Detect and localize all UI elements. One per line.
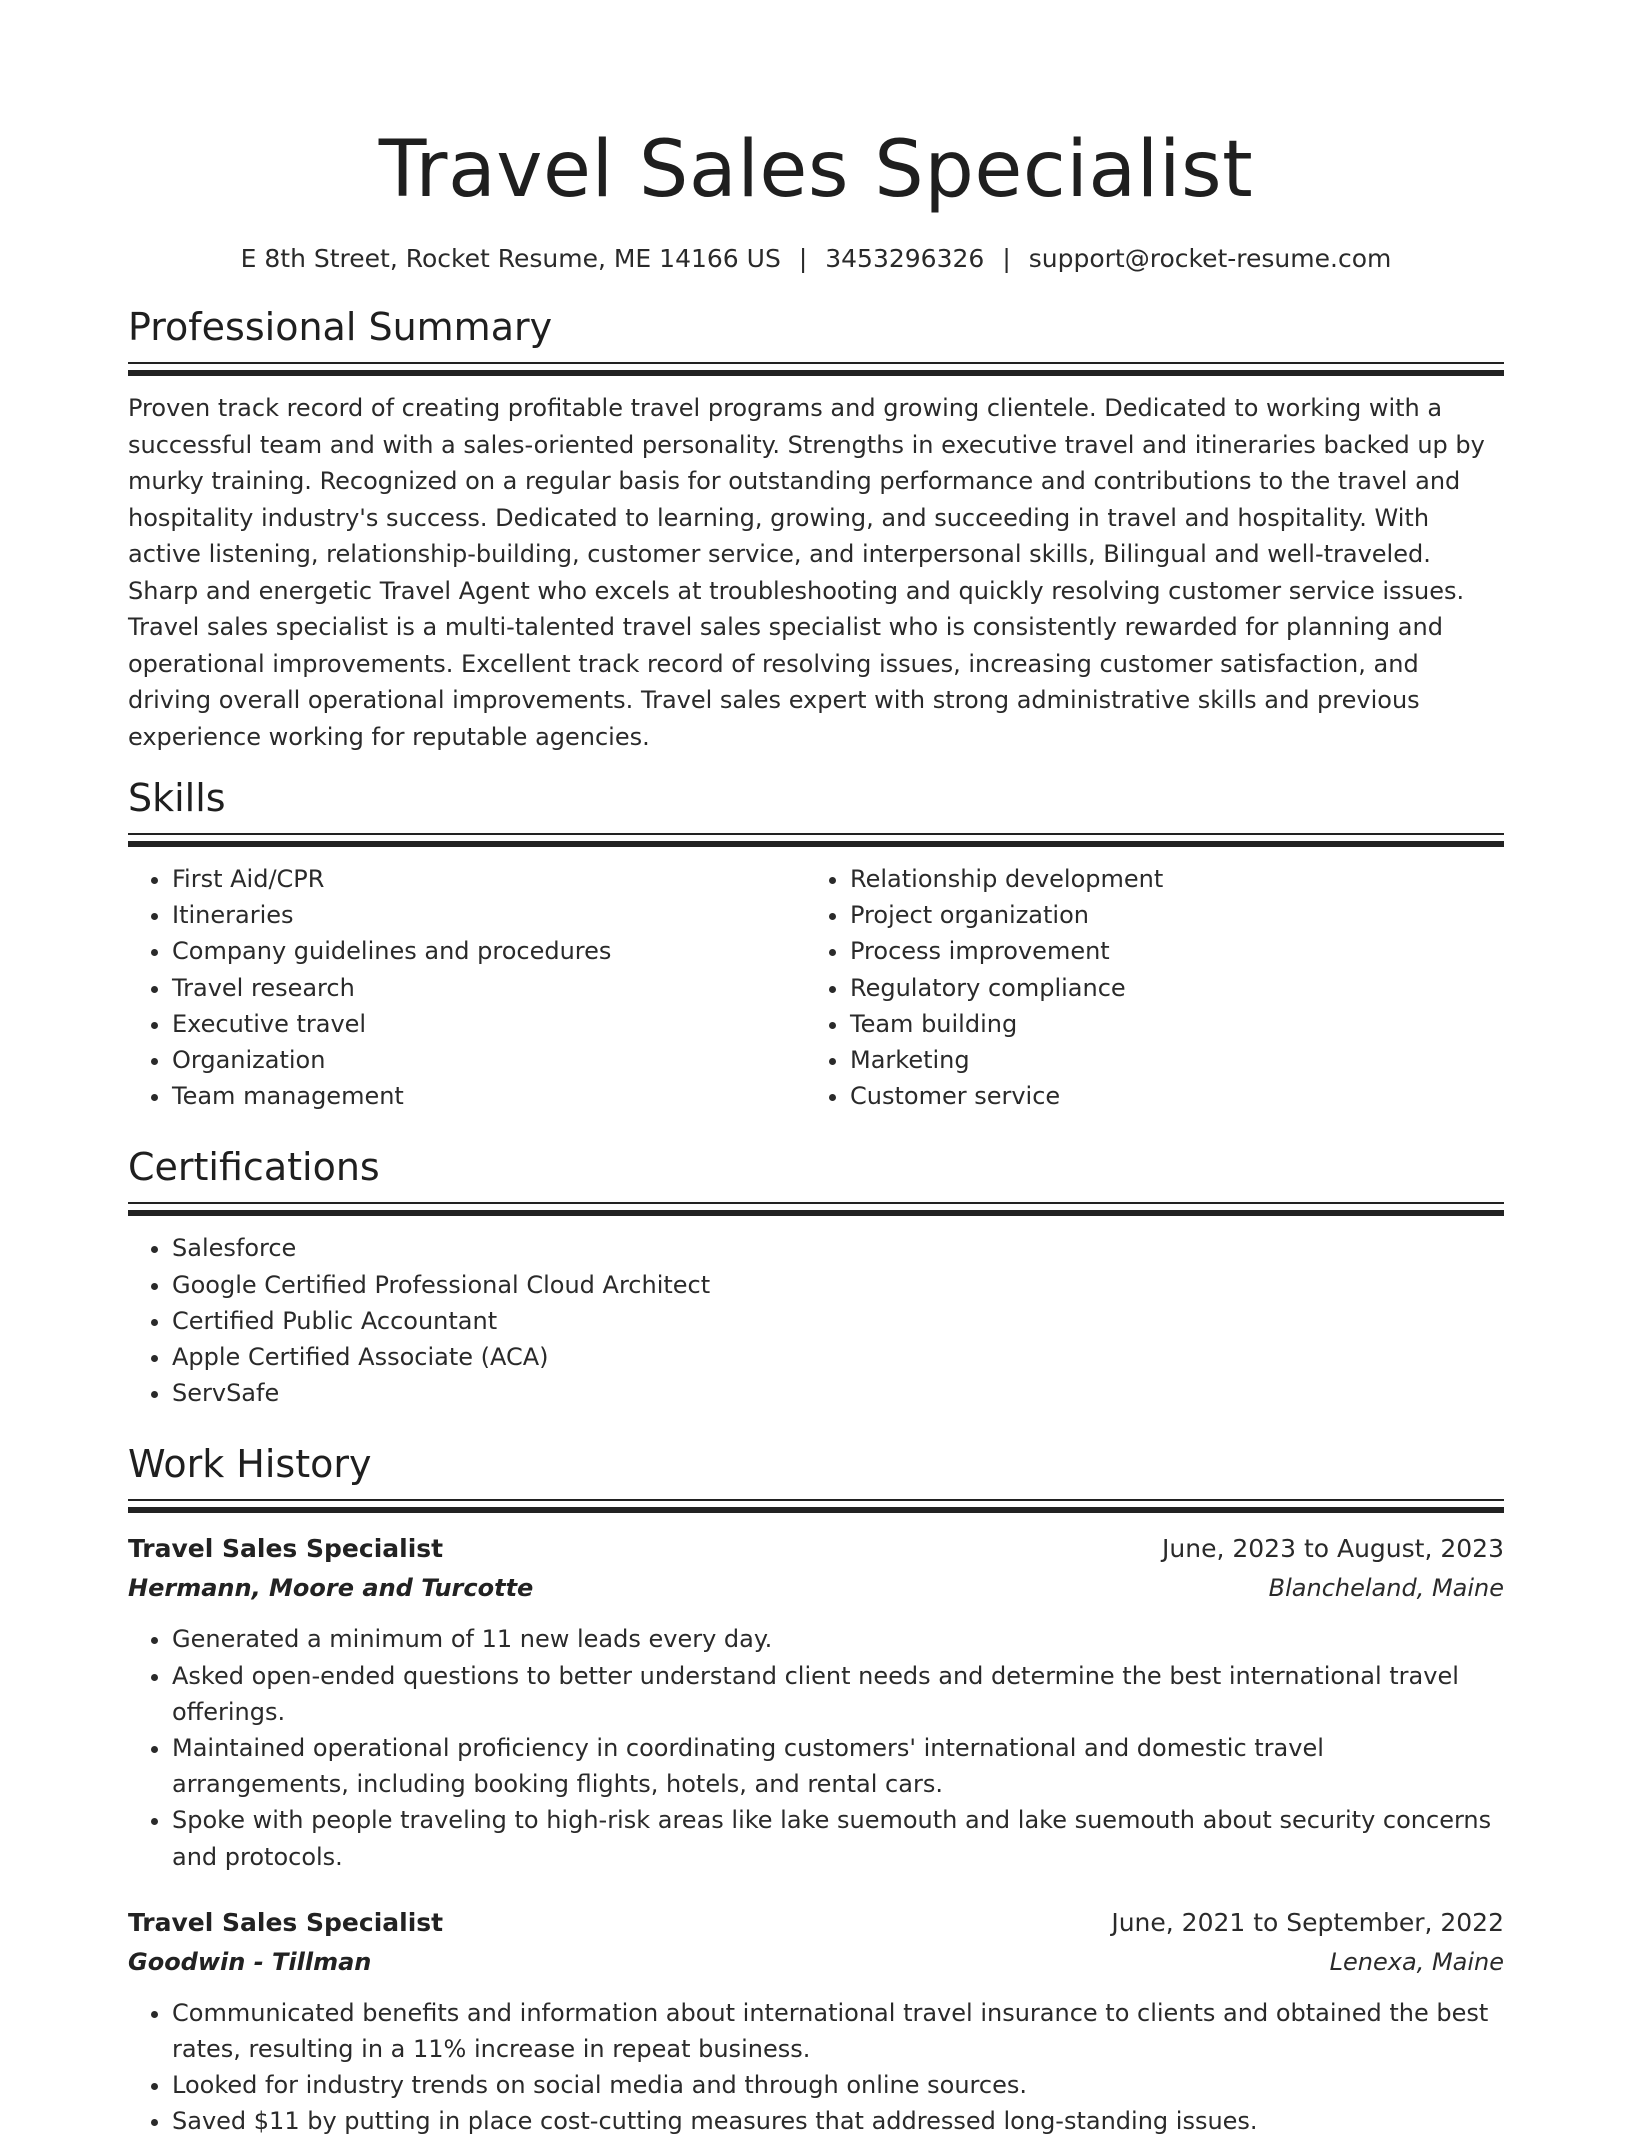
job-location: Blancheland, Maine (1268, 1574, 1504, 1603)
section-divider-thick (128, 1210, 1504, 1216)
job-entry (128, 1529, 1504, 1874)
skill-item: • First Aid/CPR (172, 861, 806, 897)
job-entry (128, 1903, 1504, 2140)
contact-email[interactable]: support@rocket-resume.com (1028, 244, 1392, 273)
skill-item: • Relationship development (850, 861, 1484, 897)
skill-item: • Project organization (850, 897, 1484, 933)
job-location: Lenexa, Maine (1329, 1947, 1504, 1976)
summary-text: Proven track record of creating profitable travel programs and growing clientele. Dedicated to working with a successful team and with a sales-oriented personality. Strengths in executive travel and itineraries backed up by murky training. Recognized on a regular basis for outstanding performance and contributions to the travel and hospitality industry's success. Dedicated to learning, growing, and succeeding in travel and hospitality. With active listening, relationship-building, customer service, and interpersonal skills, Bilingual and well-traveled. Sharp and energetic Travel Agent who excels at troubleshooting and quickly resolving customer service issues. Travel sales specialist is a multi-talented travel sales specialist who is consistently rewarded for planning and operational improvements. Excellent track record of resolving issues, increasing customer satisfaction, and driving overall operational improvements. Travel sales expert with strong administrative skills and previous experience working for reputable agencies. (128, 394, 1485, 751)
section-divider (128, 1499, 1504, 1501)
skill-item: • Customer service (850, 1078, 1484, 1114)
skill-item: • Team management (172, 1078, 806, 1114)
work-history-section (128, 1439, 1504, 2139)
skill-item: • Regulatory compliance (850, 970, 1484, 1006)
skills-list-right (806, 861, 1484, 1114)
job-title: Travel Sales Specialist (128, 1907, 444, 1937)
job-bullets (128, 1621, 1504, 1874)
skill-item: • Company guidelines and procedures (172, 933, 806, 969)
job-company: Goodwin - Tillman (128, 1947, 372, 1976)
section-divider-thick (128, 841, 1504, 847)
job-subheader-row (128, 1569, 1504, 1607)
section-divider (128, 1202, 1504, 1204)
certifications-section (128, 1142, 1504, 1411)
job-bullet: • Asked open-ended questions to better understand client needs and determine the best international travel offerings. (172, 1658, 1504, 1730)
skills-column-left (128, 861, 806, 1114)
job-header-row (128, 1529, 1504, 1569)
skill-item: • Travel research (172, 970, 806, 1006)
job-bullet: • Maintained operational proficiency in coordinating customers' international and domestic travel arrangements, including booking flights, hotels, and rental cars. (172, 1730, 1504, 1802)
skill-item: • Marketing (850, 1042, 1484, 1078)
skill-item: • Organization (172, 1042, 806, 1078)
job-bullet: • Spoke with people traveling to high-risk areas like lake suemouth and lake suemouth about security concerns and protocols. (172, 1802, 1504, 1874)
contact-separator: | (1002, 244, 1011, 273)
certification-item: • Salesforce (172, 1230, 1504, 1266)
section-title-skills: Skills (128, 776, 226, 820)
job-dates: June, 2023 to August, 2023 (1162, 1534, 1504, 1564)
skills-column-right (806, 861, 1484, 1114)
job-bullets (128, 1995, 1504, 2140)
section-title-work-history: Work History (128, 1442, 372, 1487)
section-title-summary: Professional Summary (128, 305, 553, 349)
job-bullet: • Communicated benefits and information about international travel insurance to clients and obtained the best rates, resulting in a 11% increase in repeat business. (172, 1995, 1504, 2067)
section-title-certifications: Certifications (128, 1145, 380, 1190)
skill-item: • Executive travel (172, 1006, 806, 1042)
resume-page (128, 118, 1504, 2140)
resume-name: Travel Sales Specialist (378, 125, 1254, 215)
job-bullet: • Saved $11 by putting in place cost-cutting measures that addressed long-standing issues. (172, 2103, 1504, 2139)
contact-phone: 3453296326 (825, 244, 985, 273)
section-divider (128, 833, 1504, 835)
certification-item: • Certified Public Accountant (172, 1303, 1504, 1339)
section-divider-thick (128, 1507, 1504, 1513)
job-bullet: • Looked for industry trends on social media and through online sources. (172, 2067, 1504, 2103)
skills-grid (128, 861, 1504, 1114)
skills-section (128, 773, 1504, 1114)
section-divider (128, 362, 1504, 364)
contact-line (128, 242, 1504, 276)
job-title: Travel Sales Specialist (128, 1534, 444, 1564)
certification-item: • Google Certified Professional Cloud Architect (172, 1267, 1504, 1303)
job-subheader-row (128, 1943, 1504, 1981)
skills-list-left (128, 861, 806, 1114)
certification-item: • ServSafe (172, 1375, 1504, 1411)
job-company: Hermann, Moore and Turcotte (128, 1574, 534, 1603)
summary-section (128, 302, 1504, 755)
certification-item: • Apple Certified Associate (ACA) (172, 1339, 1504, 1375)
contact-separator: | (798, 244, 808, 273)
section-divider-thick (128, 370, 1504, 376)
job-header-row (128, 1903, 1504, 1943)
certifications-list (128, 1230, 1504, 1411)
skill-item: • Process improvement (850, 933, 1484, 969)
skill-item: • Team building (850, 1006, 1484, 1042)
skill-item: • Itineraries (172, 897, 806, 933)
job-dates: June, 2021 to September, 2022 (1111, 1907, 1504, 1937)
job-bullet: • Generated a minimum of 11 new leads every day. (172, 1621, 1504, 1657)
contact-address: E 8th Street, Rocket Resume, ME 14166 US (240, 244, 781, 273)
